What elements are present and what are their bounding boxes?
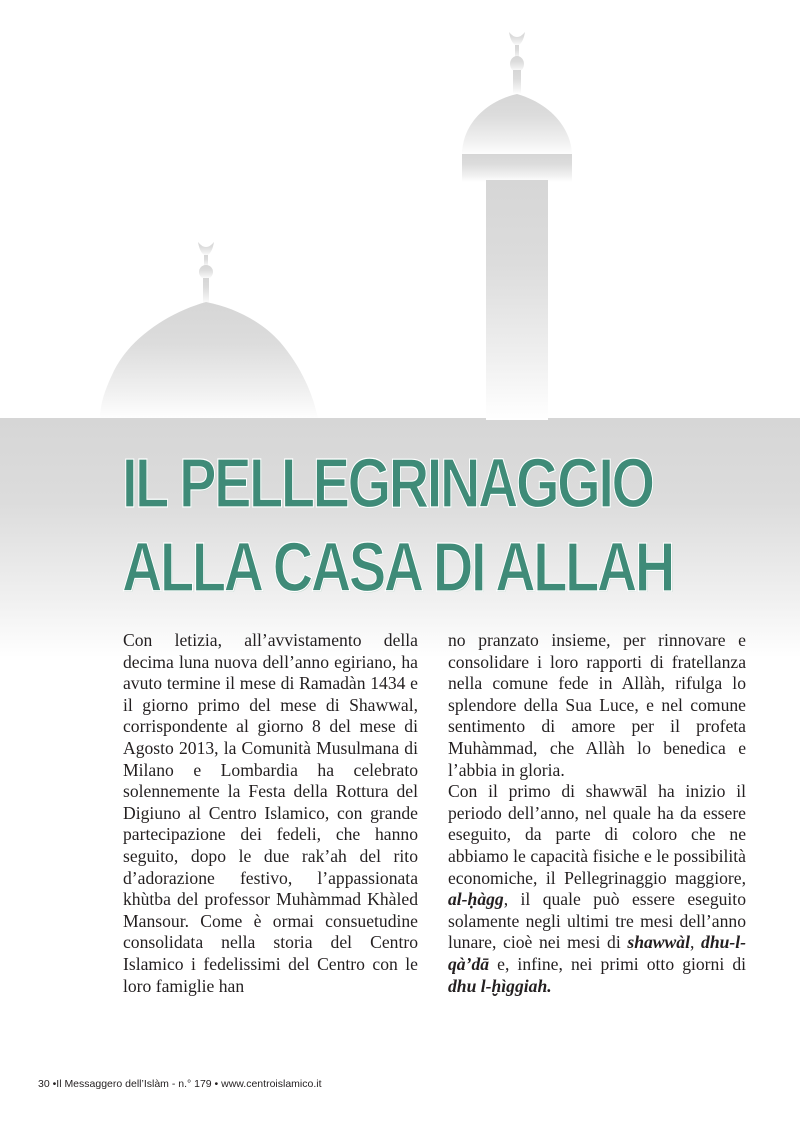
page-footer: 30 •Il Messaggero dell’Islàm - n.° 179 • www.centroislamico.it [38, 1078, 322, 1090]
paragraph [448, 781, 746, 997]
text-run: e, infine, nei primi otto giorni di [489, 953, 746, 974]
arabic-term: shawwàl [627, 932, 690, 953]
article-title-line-2: ALLA CASA DI ALLAH [122, 528, 673, 606]
arabic-term: dhu-l-qà’dā [448, 932, 747, 974]
paragraph: no pranzato insieme, per rinnovare e consolidare i loro rapporti di fratellanza nella comune fede in Allàh, rifulga lo splendore della Sua Luce, e nel comune sentimento di amore per il profeta Muhàmmad, che Allàh lo benedica e l’abbia in gloria. [448, 630, 746, 780]
text-run: , il quale può essere eseguito solamente negli ultimi tre mesi dell’anno lunare, cioè nei mesi di [448, 889, 746, 953]
paragraph: Con letizia, all’avvistamento della decima luna nuova dell’anno egiriano, ha avuto termine il mese di Ramadàn 1434 e il giorno primo del mese di Shawwal, corrispondente al giorno 8 del mese di Agosto 2013, la Comunità Musulmana di Milano e Lombardia ha celebrato solennemente la Festa della Rottura del Digiuno al Centro Islamico, con grande partecipazione dei fedeli, che hanno seguito, dopo le due rak’ah del rito d’adorazione festivo, l’appassionata khùtba del professor Muhàmmad Khàled Mansour. Come è ormai consuetudine consolidata nella storia del Centro Islamico i fedelissimi del Centro con le loro famiglie han [123, 630, 418, 996]
arabic-term: dhu l-ḫìggiah. [448, 975, 552, 996]
text-run: Con il primo di shawwāl ha inizio il periodo dell’anno, nel quale ha da essere eseguito, da parte di coloro che ne abbiamo le capacità fisiche e le possibilità economiche, il Pellegrinaggio maggiore, [448, 781, 746, 888]
arabic-term: al-ḥàgg [448, 889, 504, 910]
article-column-1 [123, 630, 418, 997]
text-run: , [689, 932, 702, 953]
article-column-2 [448, 630, 746, 997]
article-title-line-1: IL PELLEGRINAGGIO [122, 444, 653, 522]
